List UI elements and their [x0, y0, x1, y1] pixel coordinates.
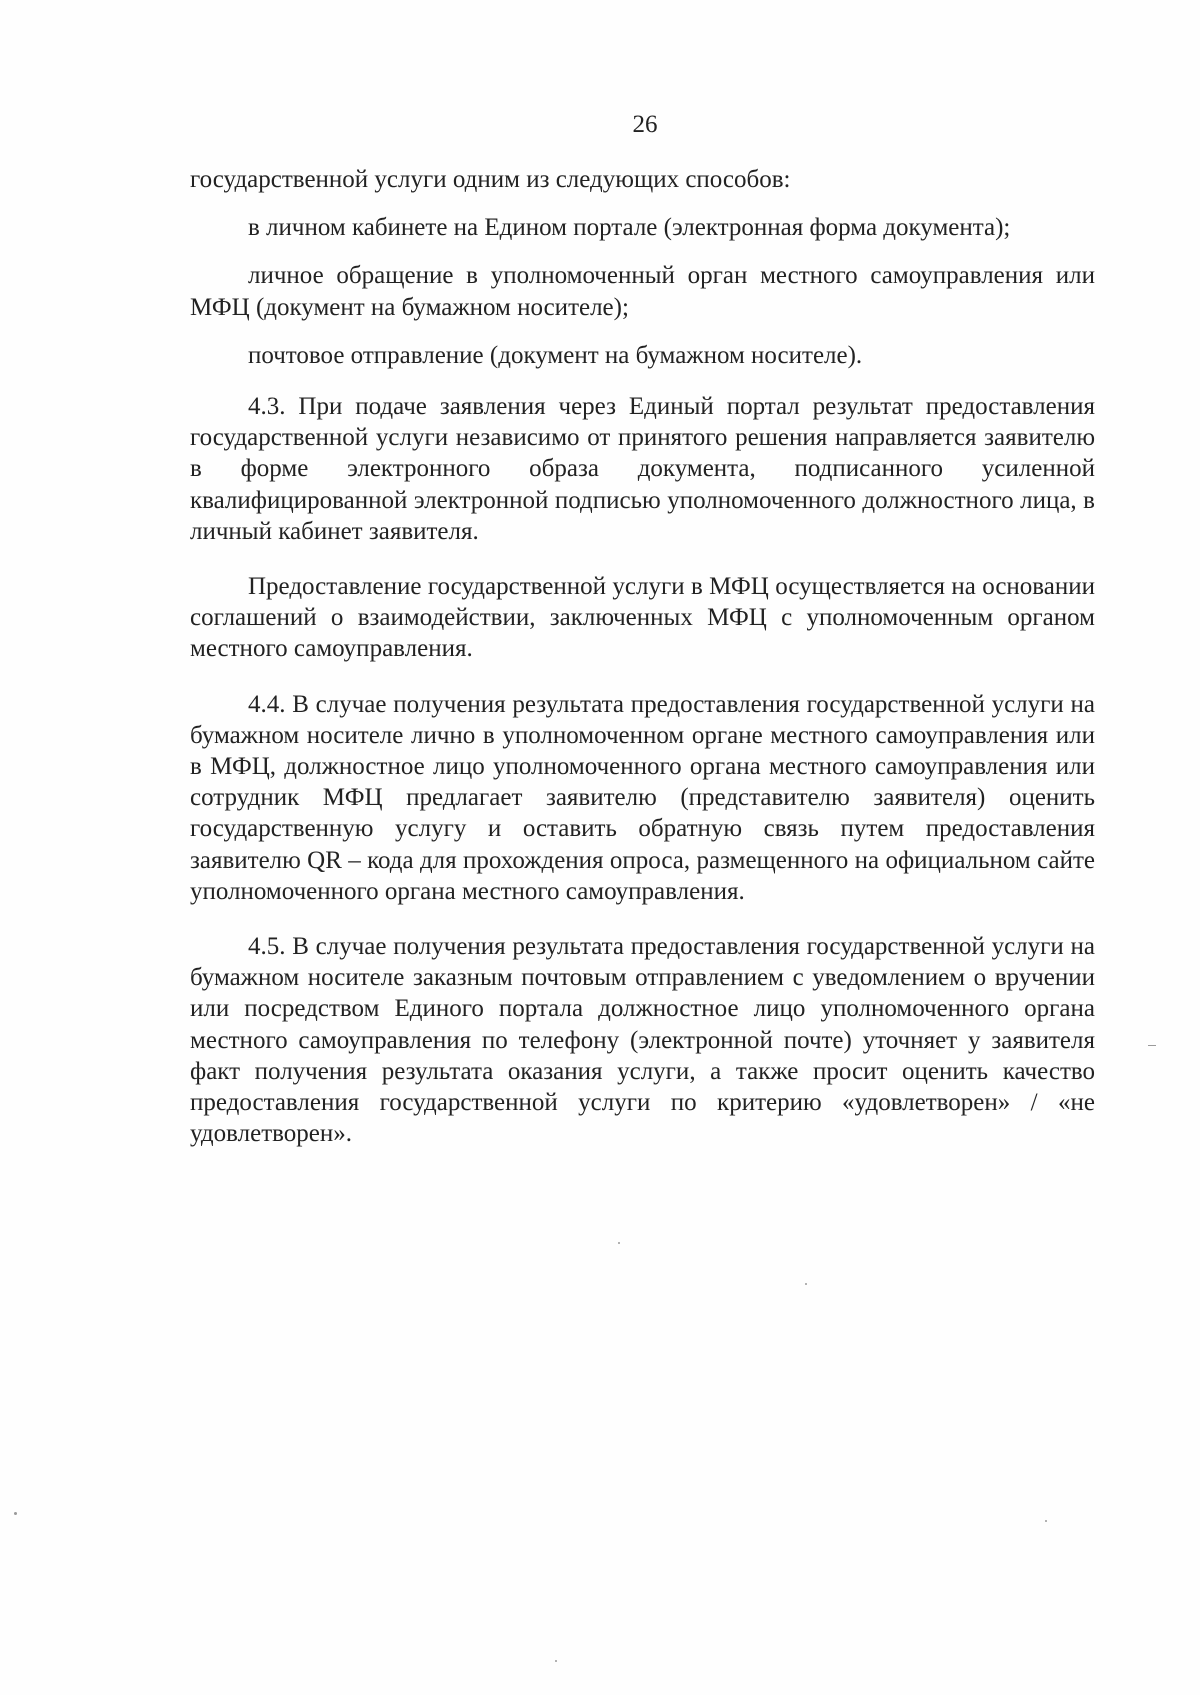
- scan-speck: [805, 1283, 807, 1285]
- paragraph-method-in-person: личное обращение в уполномоченный орган местного самоуправления или МФЦ (документ на бумажном носителе);: [190, 262, 1095, 321]
- page-number: 26: [632, 111, 658, 138]
- scan-speck: [1045, 1520, 1047, 1522]
- scan-speck: [1148, 1045, 1156, 1046]
- paragraph-method-personal-cabinet: в личном кабинете на Едином портале (электронная форма документа);: [248, 214, 1011, 242]
- scan-speck: [618, 1242, 620, 1244]
- paragraph-mfc-agreements: Предоставление государственной услуги в МФЦ осуществляется на основании соглашений о взаимодействии, заключенных МФЦ с уполномоченным органом местного самоуправления.: [190, 573, 1095, 663]
- document-body: [190, 164, 1095, 1149]
- scan-speck: [555, 1660, 557, 1662]
- paragraph-section-4-5: 4.5. В случае получения результата предоставления государственной услуги на бумажном носителе заказным почтовым отправлением с уведомлением о вручении или посредством Единого портала должностное лицо уполномоченного органа местного самоуправления по телефону (электронной почте) уточняет у заявителя факт получения результата оказания услуги, а также просит оценить качество предоставления государственной услуги по критерию «удовлетворен» / «не удовлетворен».: [190, 933, 1095, 1148]
- paragraph-section-4-4: 4.4. В случае получения результата предоставления государственной услуги на бумажном носителе лично в уполномоченном органе местного самоуправления или в МФЦ, должностное лицо уполномоченного органа местного самоуправления или сотрудник МФЦ предлагает заявителю (представителю заявителя) оценить государственную услугу и оставить обратную связь путем предоставления заявителю QR – кода для прохождения опроса, размещенного на официальном сайте уполномоченного органа местного самоуправления.: [190, 690, 1095, 905]
- paragraph-method-postal: почтовое отправление (документ на бумажном носителе).: [248, 341, 863, 369]
- paragraph-section-4-3: 4.3. При подаче заявления через Единый портал результат предоставления государственной услуги независимо от принятого решения направляется заявителю в форме электронного образа документа, подписанного усиленной квалифицированной электронной подписью уполномоченного должностного лица, в личный кабинет заявителя.: [190, 393, 1095, 545]
- paragraph-continuation: государственной услуги одним из следующих способов:: [190, 166, 791, 193]
- scan-speck: [14, 1512, 17, 1515]
